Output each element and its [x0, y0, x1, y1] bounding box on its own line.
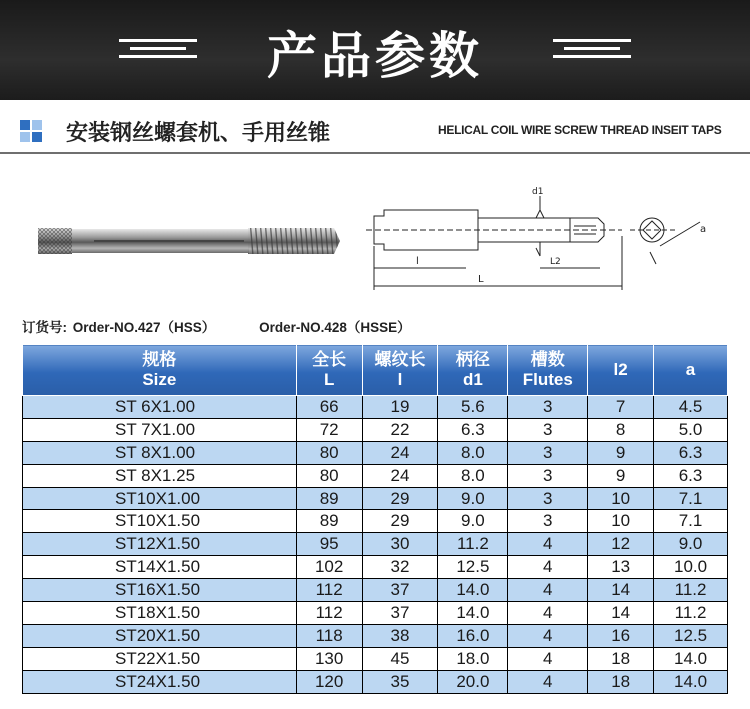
- cell-l2: 10: [588, 487, 654, 510]
- cell-a: 6.3: [654, 464, 728, 487]
- cell-l2: 18: [588, 647, 654, 670]
- cell-thread-length: 29: [362, 487, 438, 510]
- cell-flutes: 3: [508, 487, 588, 510]
- table-row: [23, 602, 728, 625]
- table-row: [23, 624, 728, 647]
- cell-total-length: 72: [296, 418, 362, 441]
- cell-flutes: 4: [508, 579, 588, 602]
- cell-a: 4.5: [654, 396, 728, 419]
- table-row: [23, 396, 728, 419]
- cell-flutes: 3: [508, 396, 588, 419]
- cell-l2: 7: [588, 396, 654, 419]
- cell-size: ST14X1.50: [23, 556, 297, 579]
- cell-thread-length: 37: [362, 579, 438, 602]
- banner-deco-line: [553, 55, 631, 58]
- cell-l2: 10: [588, 510, 654, 533]
- cell-shank-diameter: 6.3: [438, 418, 508, 441]
- cell-total-length: 66: [296, 396, 362, 419]
- diagram-label-L: L: [478, 274, 484, 285]
- cell-size: ST10X1.50: [23, 510, 297, 533]
- header-size: [23, 345, 297, 396]
- cell-size: ST 7X1.00: [23, 418, 297, 441]
- cell-a: 6.3: [654, 441, 728, 464]
- cell-thread-length: 37: [362, 602, 438, 625]
- cell-a: 10.0: [654, 556, 728, 579]
- cell-size: ST24X1.50: [23, 670, 297, 693]
- section-square-icon: [20, 132, 30, 142]
- cell-shank-diameter: 11.2: [438, 533, 508, 556]
- diagram-label-l: l: [416, 256, 419, 267]
- cell-total-length: 95: [296, 533, 362, 556]
- table-row: [23, 670, 728, 693]
- order-item-427: Order-NO.427（HSS）: [72, 320, 216, 335]
- cell-thread-length: 19: [362, 396, 438, 419]
- table-row: [23, 464, 728, 487]
- table-row: [23, 441, 728, 464]
- cell-total-length: 89: [296, 510, 362, 533]
- cell-flutes: 4: [508, 602, 588, 625]
- cell-shank-diameter: 14.0: [438, 602, 508, 625]
- cell-l2: 8: [588, 418, 654, 441]
- cell-thread-length: 24: [362, 441, 438, 464]
- header-cn: 全长: [312, 350, 347, 369]
- table-row: [23, 647, 728, 670]
- cell-shank-diameter: 16.0: [438, 624, 508, 647]
- header-en: l2: [613, 360, 628, 379]
- cell-total-length: 89: [296, 487, 362, 510]
- cell-thread-length: 24: [362, 464, 438, 487]
- cell-total-length: 130: [296, 647, 362, 670]
- cell-l2: 9: [588, 464, 654, 487]
- diagram-label-a: a: [700, 224, 707, 235]
- cell-a: 14.0: [654, 647, 728, 670]
- header-total-length: [296, 345, 362, 396]
- cell-l2: 12: [588, 533, 654, 556]
- cell-flutes: 4: [508, 556, 588, 579]
- cell-size: ST22X1.50: [23, 647, 297, 670]
- cell-shank-diameter: 8.0: [438, 464, 508, 487]
- cell-l2: 13: [588, 556, 654, 579]
- cell-a: 14.0: [654, 670, 728, 693]
- cell-total-length: 102: [296, 556, 362, 579]
- table-row: [23, 533, 728, 556]
- order-label: 订货号:: [22, 320, 67, 335]
- header-en: l: [397, 370, 403, 389]
- header-cn: 规格: [142, 350, 177, 369]
- cell-flutes: 3: [508, 418, 588, 441]
- table-header-row: [23, 345, 728, 396]
- order-item-428: Order-NO.428（HSSE）: [259, 320, 411, 335]
- cell-flutes: 3: [508, 510, 588, 533]
- cell-shank-diameter: 8.0: [438, 441, 508, 464]
- cell-a: 11.2: [654, 579, 728, 602]
- cell-a: 7.1: [654, 510, 728, 533]
- header-cn: 槽数: [530, 350, 565, 369]
- cell-size: ST 8X1.00: [23, 441, 297, 464]
- cell-total-length: 118: [296, 624, 362, 647]
- cell-total-length: 112: [296, 579, 362, 602]
- cell-shank-diameter: 20.0: [438, 670, 508, 693]
- table-row: [23, 579, 728, 602]
- header-l2: [588, 345, 654, 396]
- table-row: [23, 487, 728, 510]
- cell-flutes: 3: [508, 441, 588, 464]
- section-square-icon: [32, 120, 42, 130]
- table-body: [23, 396, 728, 694]
- cell-total-length: 112: [296, 602, 362, 625]
- cell-l2: 14: [588, 602, 654, 625]
- cell-shank-diameter: 9.0: [438, 510, 508, 533]
- cell-total-length: 120: [296, 670, 362, 693]
- cell-total-length: 80: [296, 441, 362, 464]
- header-flutes: [508, 345, 588, 396]
- cell-a: 12.5: [654, 624, 728, 647]
- section-square-icon: [32, 132, 42, 142]
- table-row: [23, 418, 728, 441]
- table-row: [23, 556, 728, 579]
- dimension-diagram: [360, 180, 730, 302]
- cell-thread-length: 32: [362, 556, 438, 579]
- cell-thread-length: 35: [362, 670, 438, 693]
- banner-title: 产品参数: [267, 27, 483, 85]
- cell-thread-length: 30: [362, 533, 438, 556]
- cell-l2: 16: [588, 624, 654, 647]
- header-en: Size: [142, 370, 177, 389]
- cell-flutes: 4: [508, 624, 588, 647]
- cell-shank-diameter: 18.0: [438, 647, 508, 670]
- cell-l2: 9: [588, 441, 654, 464]
- cell-shank-diameter: 5.6: [438, 396, 508, 419]
- banner-deco-line: [564, 47, 620, 50]
- cell-shank-diameter: 9.0: [438, 487, 508, 510]
- cell-size: ST20X1.50: [23, 624, 297, 647]
- section-divider: [0, 152, 750, 154]
- cell-thread-length: 29: [362, 510, 438, 533]
- cell-size: ST18X1.50: [23, 602, 297, 625]
- title-banner: [0, 0, 750, 100]
- diagram-label-l2: L2: [550, 257, 561, 267]
- cell-a: 5.0: [654, 418, 728, 441]
- header-shank-diameter: [438, 345, 508, 396]
- section-title-cn: 安装钢丝螺套机、手用丝锥: [66, 121, 331, 146]
- cell-flutes: 4: [508, 533, 588, 556]
- header-a: [654, 345, 728, 396]
- section-heading: [0, 108, 750, 154]
- order-number-line: [22, 316, 411, 336]
- cell-total-length: 80: [296, 464, 362, 487]
- cell-size: ST 8X1.25: [23, 464, 297, 487]
- cell-size: ST12X1.50: [23, 533, 297, 556]
- cell-l2: 18: [588, 670, 654, 693]
- header-cn: 螺纹长: [374, 350, 426, 369]
- section-title-en: HELICAL COIL WIRE SCREW THREAD INSEIT TAPS: [438, 123, 722, 137]
- table-row: [23, 510, 728, 533]
- cell-a: 11.2: [654, 602, 728, 625]
- header-thread-length: [362, 345, 438, 396]
- header-cn: 柄径: [455, 350, 490, 369]
- cell-thread-length: 38: [362, 624, 438, 647]
- cell-shank-diameter: 12.5: [438, 556, 508, 579]
- cell-flutes: 4: [508, 670, 588, 693]
- cell-size: ST 6X1.00: [23, 396, 297, 419]
- cell-thread-length: 22: [362, 418, 438, 441]
- header-en: d1: [462, 370, 483, 389]
- cell-a: 9.0: [654, 533, 728, 556]
- header-en: Flutes: [522, 370, 573, 389]
- header-en: a: [685, 360, 696, 379]
- cell-a: 7.1: [654, 487, 728, 510]
- tap-product-image: [34, 208, 344, 272]
- header-en: L: [323, 370, 335, 389]
- cell-size: ST16X1.50: [23, 579, 297, 602]
- spec-table: [22, 344, 728, 694]
- section-square-icon: [20, 120, 30, 130]
- cell-flutes: 4: [508, 647, 588, 670]
- banner-deco-line: [553, 39, 631, 42]
- cell-l2: 14: [588, 579, 654, 602]
- cell-flutes: 3: [508, 464, 588, 487]
- cell-size: ST10X1.00: [23, 487, 297, 510]
- cell-shank-diameter: 14.0: [438, 579, 508, 602]
- cell-thread-length: 45: [362, 647, 438, 670]
- diagram-label-d1: d1: [532, 187, 544, 197]
